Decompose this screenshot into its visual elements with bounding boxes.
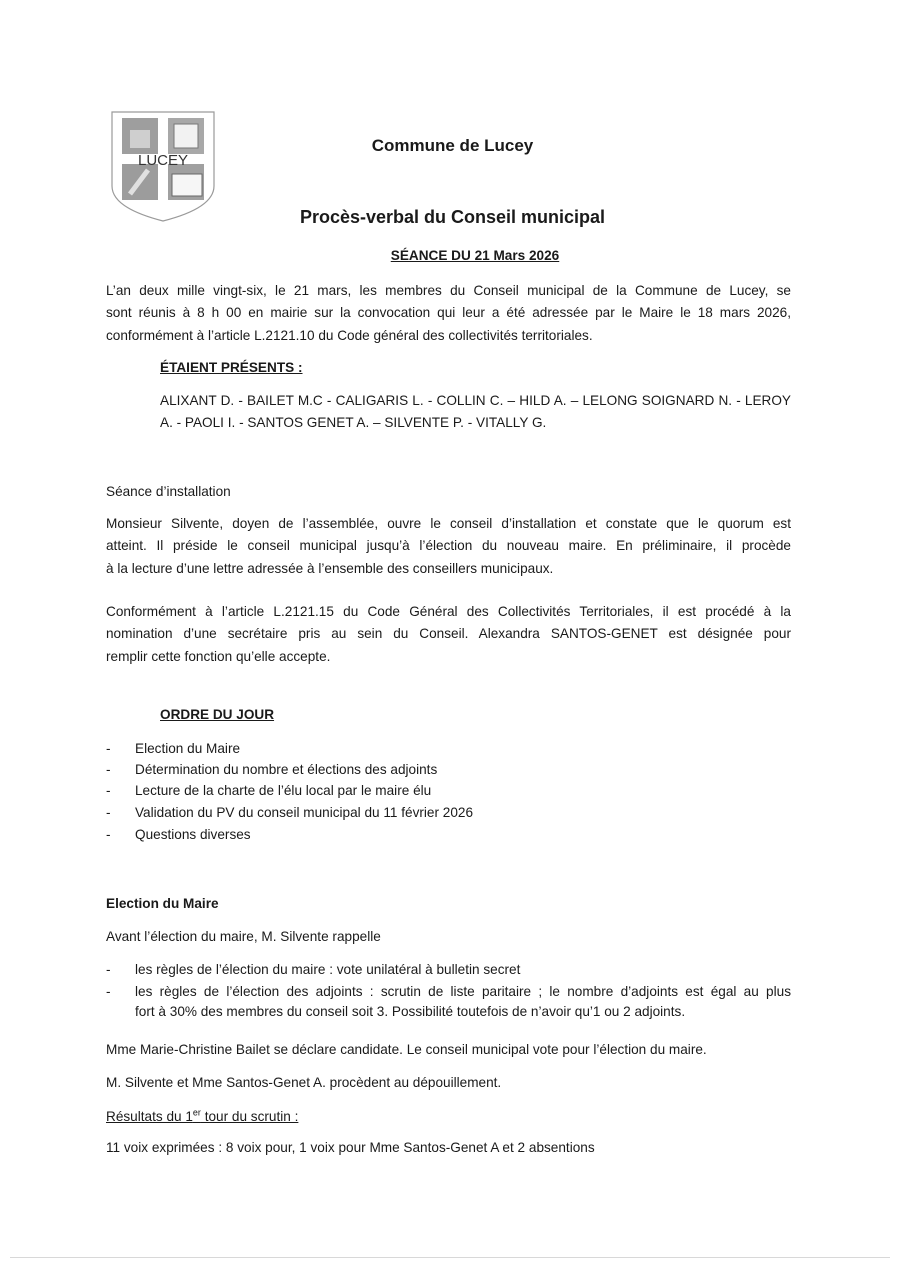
list-item-text: Validation du PV du conseil municipal du 11 février 2026 [135, 805, 474, 820]
text-line: Conformément à l’article L.2121.15 du Code Général des Collectivités Territoriales, il est procédé à la [106, 604, 791, 619]
seance-date: SÉANCE DU 21 Mars 2026 [390, 248, 560, 263]
list-item-text: Election du Maire [135, 741, 241, 756]
svg-text:LUCEY: LUCEY [137, 152, 189, 169]
text-line: Monsieur Silvente, doyen de l’assemblée, ouvre le conseil d’installation et constate que le quorum est [106, 516, 791, 531]
document-title: Procès-verbal du Conseil municipal [299, 207, 606, 227]
installation-heading: Séance d’installation [106, 484, 231, 499]
text-line: atteint. Il préside le conseil municipal jusqu’à l’élection du nouveau maire. En préliminaire, il procède [106, 538, 791, 554]
results-text: 11 voix exprimées : 8 voix pour, 1 voix pour Mme Santos-Genet A et 2 absentions [106, 1140, 595, 1155]
scan-edge-divider [10, 1257, 890, 1258]
results-heading-sup: er [192, 1107, 201, 1118]
presents-heading: ÉTAIENT PRÉSENTS : [160, 360, 303, 375]
results-heading-text: Résultats du 1 [106, 1109, 193, 1124]
text-line: L’an deux mille vingt-six, le 21 mars, les membres du Conseil municipal de la Commune de Lucey, se [106, 283, 791, 298]
text-line: sont réunis à 8 h 00 en mairie sur la convocation qui leur a été adressée par le Maire le 18 mars 2026, [106, 305, 791, 321]
text-line: à la lecture d’une lettre adressée à l’ensemble des conseillers municipaux. [106, 560, 554, 576]
installation-paragraph-2 [106, 601, 791, 668]
list-item-text: Lecture de la charte de l’élu local par le maire élu [135, 783, 432, 798]
list-item-text: Détermination du nombre et élections des adjoints [135, 762, 438, 777]
list-item-text: les règles de l’élection du maire : vote unilatéral à bulletin secret [135, 962, 521, 977]
list-item-text: les règles de l’élection des adjoints : scrutin de liste paritaire ; le nombre d’adjoints est égal au plus [135, 984, 791, 999]
text-line: A. - PAOLI I. - SANTOS GENET A. – SILVENTE P. - VITALLY G. [160, 415, 547, 431]
commune-logo [110, 108, 216, 223]
list-item-text: fort à 30% des membres du conseil soit 3. Possibilité toutefois de n’avoir qu’1 ou 2 adjoints. [135, 1004, 686, 1019]
intro-paragraph [106, 280, 791, 347]
election-intro: Avant l’élection du maire, M. Silvente rappelle [106, 929, 381, 944]
text-line: ALIXANT D. - BAILET M.C - CALIGARIS L. - COLLIN C. – HILD A. – LELONG SOIGNARD N. - LEROY [160, 393, 791, 408]
commune-name: Commune de Lucey [371, 136, 534, 155]
ordre-heading: ORDRE DU JOUR [160, 707, 275, 722]
list-item-text: Questions diverses [135, 827, 251, 842]
count-text: M. Silvente et Mme Santos-Genet A. procèdent au dépouillement. [106, 1075, 502, 1090]
candidate-text: Mme Marie-Christine Bailet se déclare candidate. Le conseil municipal vote pour l’élection du maire. [106, 1042, 707, 1057]
results-heading-text: tour du scrutin : [200, 1109, 299, 1124]
installation-paragraph-1 [106, 513, 791, 580]
text-line: remplir cette fonction qu’elle accepte. [106, 648, 331, 664]
presents-list [160, 390, 791, 435]
text-line: conformément à l’article L.2121.10 du Code général des collectivités territoriales. [106, 327, 593, 343]
results-heading [106, 1109, 298, 1124]
election-heading: Election du Maire [106, 896, 219, 911]
text-line: nomination d’une secrétaire pris au sein du Conseil. Alexandra SANTOS-GENET est désignée pour [106, 626, 791, 642]
